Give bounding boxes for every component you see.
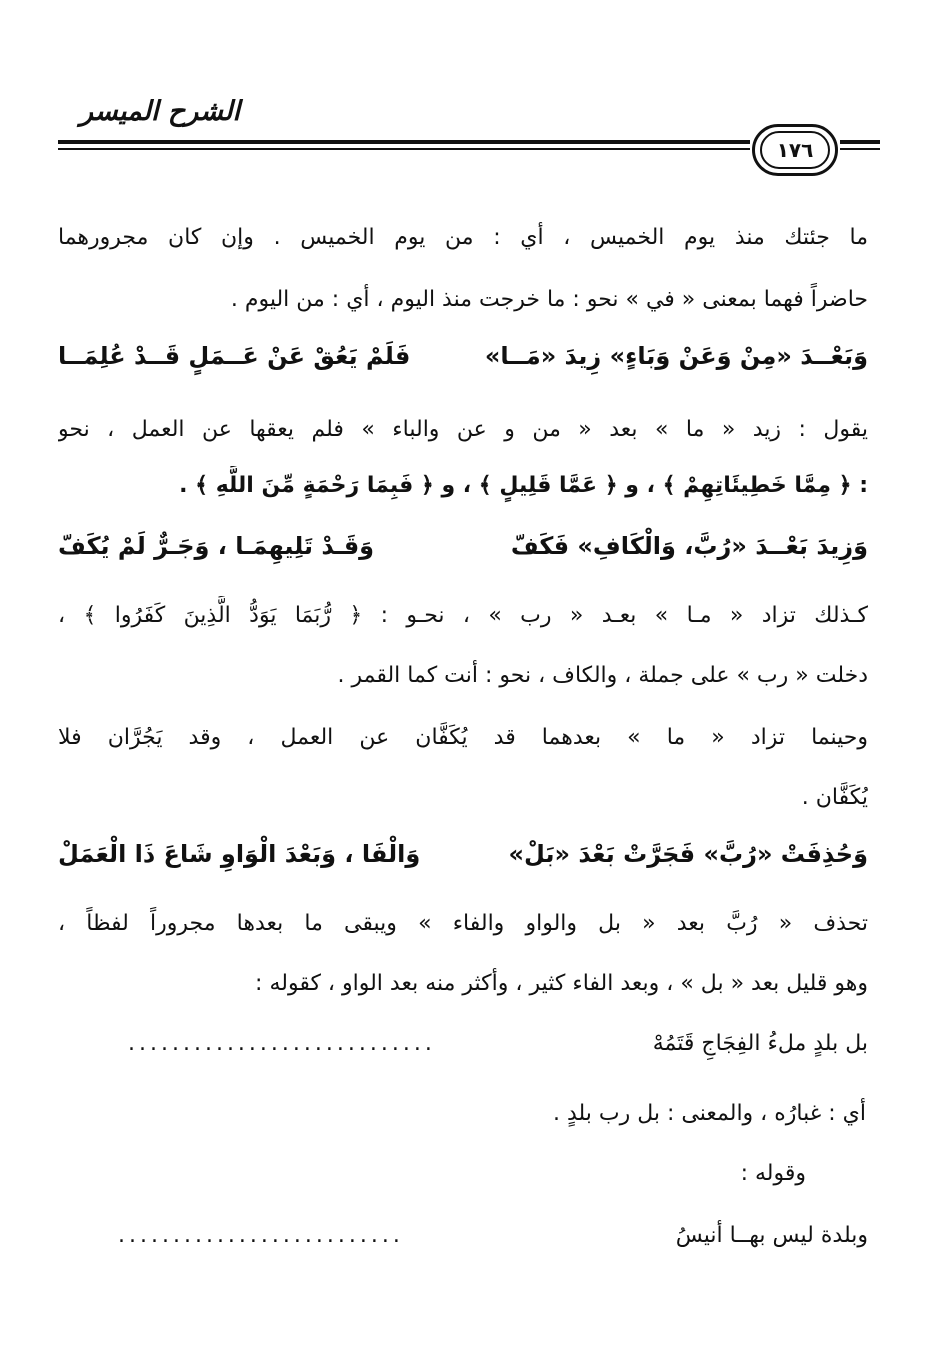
poem-line — [58, 1216, 868, 1256]
paragraph-line: دخلت « رب » على جملة ، والكاف ، نحو : أنت كما القمر . — [337, 663, 868, 688]
poem-ellipsis: ............................ — [128, 1031, 436, 1056]
paragraph-line: تحذف « رُبَّ بعد « بل والواو والفاء » ويبقى ما بعدها مجروراً لفظاً ، — [58, 911, 868, 936]
paragraph-line: أي : غبارُه ، والمعنى : بل رب بلدٍ . — [552, 1101, 866, 1126]
poem-line — [58, 1024, 868, 1064]
verse-second-hemistich: فَلَمْ يَعُقْ عَنْ عَــمَلٍ قَــدْ عُلِمَــا — [58, 342, 411, 370]
poem-hemistich: وبلدة ليس بهــا أنيسُ — [675, 1223, 868, 1248]
page-number: ١٧٦ — [760, 131, 830, 169]
header-rule-top — [58, 140, 750, 144]
quran-citation-line: : ﴿ مِمَّا خَطِيئَاتِهِمْ ﴾ ، و ﴿ عَمَّا قَلِيلٍ ﴾ ، و ﴿ فَبِمَا رَحْمَةٍ مِّنَ اللَّهِ ﴾ . — [179, 473, 868, 498]
page-number-badge — [752, 124, 838, 176]
verse-first-hemistich: وَبَعْــدَ «مِنْ وَعَنْ وَبَاءٍ» زِيدَ «مَــا» — [484, 342, 868, 370]
paragraph-line: ما جئتك منذ يوم الخميس ، أي : من يوم الخميس . وإن كان مجرورهما — [58, 225, 868, 250]
book-title: الشرح الميسر — [79, 96, 240, 127]
verse-second-hemistich: وَالْفَا ، وَبَعْدَ الْوَاوِ شَاعَ ذَا الْعَمَلْ — [58, 840, 421, 868]
paragraph-line: وقوله : — [740, 1161, 806, 1186]
paragraph-line: وحينما تزاد « ما » بعدهما قد يُكَفَّان عن العمل ، وقد يَجُرَّان فلا — [58, 725, 868, 750]
paragraph-line: كـذلك تزاد « مـا » بعـد « رب » ، نحـو : ﴿ رُّبَمَا يَوَدُّ الَّذِينَ كَفَرُوا ﴾ ، — [58, 603, 868, 628]
paragraph-line: يُكَفَّان . — [801, 785, 868, 810]
paragraph-line: وهو قليل بعد « بل » ، وبعد الفاء كثير ، وأكثر منه بعد الواو ، كقوله : — [255, 971, 868, 996]
verse-first-hemistich: وَزِيدَ بَعْــدَ «رُبَّ، وَالْكَافِ» فَكَفّ — [510, 532, 868, 560]
verse-second-hemistich: وَقَـدْ تَلِيهِمَـا ، وَجَـرٌّ لَمْ يُكَفّ — [58, 532, 375, 560]
paragraph-line: يقول : زيد « ما » بعد « من و عن والباء » فلم يعقها عن العمل ، نحو — [58, 417, 868, 442]
verse-line — [58, 834, 868, 874]
verse-line — [58, 336, 868, 376]
header-rule-right-bottom — [840, 148, 880, 150]
header-rule-right-top — [840, 140, 880, 144]
verse-first-hemistich: وَحُذِفَتْ «رُبَّ» فَجَرَّتْ بَعْدَ «بَلْ» — [508, 840, 868, 868]
poem-ellipsis: .......................... — [118, 1223, 404, 1248]
paragraph-line: حاضراً فهما بمعنى « في » نحو : ما خرجت منذ اليوم ، أي : من اليوم . — [230, 287, 868, 312]
poem-hemistich: بل بلدٍ ملءُ الفِجَاجِ قَتَمُهْ — [652, 1031, 868, 1056]
header-rule-bottom — [58, 148, 750, 150]
verse-line — [58, 526, 868, 566]
